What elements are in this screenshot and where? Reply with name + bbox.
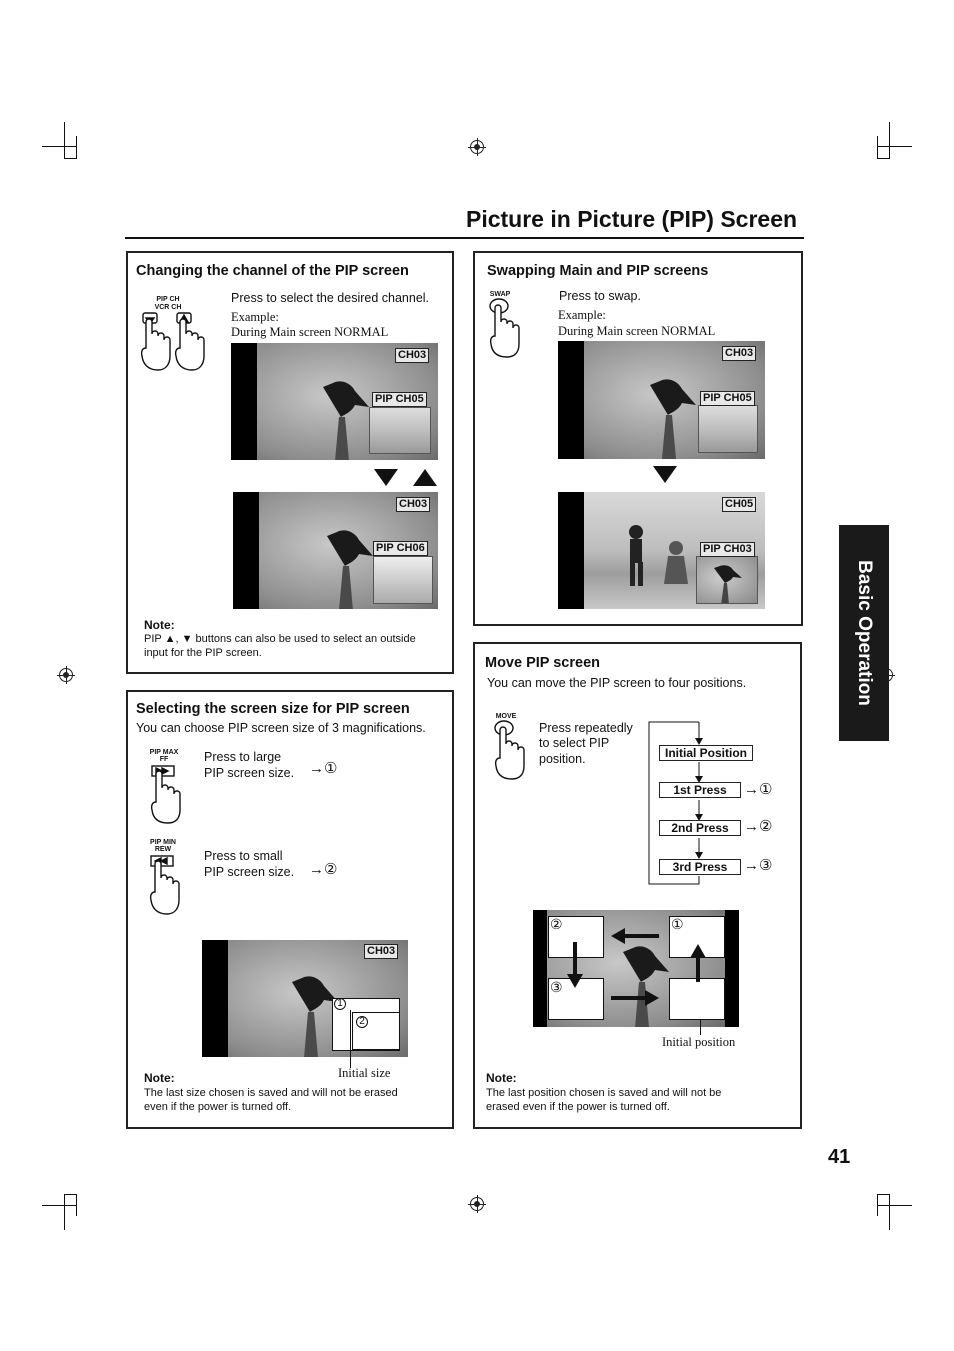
pip-ch-button-label: PIP CH (156, 296, 180, 303)
crop-mark (877, 136, 878, 158)
side-tab (839, 525, 889, 741)
move-instruction-2: to select PIP (539, 736, 610, 750)
hand-press-pip-max-icon (146, 764, 186, 824)
pos-3-label: ③ (550, 979, 563, 995)
main-channel-tag: CH03 (396, 497, 430, 512)
initial-size-leader (350, 1010, 351, 1068)
pip-max-button-label: PIP MAX (149, 749, 179, 756)
crop-mark (877, 1194, 890, 1195)
move-marker-1: →① (744, 781, 773, 798)
initial-position-caption: Initial position (662, 1035, 736, 1049)
move-intro: You can move the PIP screen to four positions. (487, 676, 747, 690)
swapping-instruction: Press to swap. (559, 289, 641, 303)
pip-window (369, 407, 431, 454)
move-pip-panel (473, 642, 802, 1129)
small-text-2: PIP screen size. (204, 865, 295, 879)
pip-window (373, 556, 433, 604)
bird-image (321, 377, 371, 460)
swapping-heading: Swapping Main and PIP screens (487, 263, 709, 279)
tv-screen-after (233, 492, 438, 609)
title-rule (125, 237, 804, 239)
move-note-heading: Note: (486, 1071, 517, 1085)
large-text-2: PIP screen size. (204, 766, 295, 780)
crop-mark (42, 1205, 77, 1206)
rew-button-label: REW (154, 846, 172, 853)
small-marker: →② (309, 861, 338, 878)
move-arrows (533, 910, 739, 1027)
main-channel-tag: CH03 (395, 348, 429, 363)
move-heading: Move PIP screen (485, 655, 600, 671)
size-heading: Selecting the screen size for PIP screen (136, 701, 410, 717)
swapping-example-label: Example: (558, 308, 606, 322)
crop-mark (877, 1205, 912, 1206)
crop-mark (64, 1194, 77, 1195)
ff-button-label: FF (159, 756, 169, 763)
crop-mark (877, 146, 912, 147)
tv-screen-size (202, 940, 408, 1057)
crop-mark (877, 158, 890, 159)
crop-mark (889, 122, 890, 158)
crop-mark (889, 1194, 890, 1230)
changing-example-label: Example: (231, 310, 279, 324)
tv-screen-after-swap (558, 492, 765, 609)
move-note-text-1: The last position chosen is saved and will not be (486, 1087, 722, 1099)
crop-mark (877, 1194, 878, 1216)
large-marker: →① (309, 760, 338, 777)
pip-channel-tag: PIP CH06 (373, 541, 428, 556)
vcr-ch-button-label: VCR CH (154, 304, 182, 311)
changing-note-text-1: PIP ▲, ▼ buttons can also be used to select an outside (144, 633, 416, 645)
pos-2-label: ② (550, 916, 563, 932)
pip-channel-tag: PIP CH03 (700, 542, 755, 557)
hand-press-swap-icon (485, 298, 525, 358)
size-note-heading: Note: (144, 1071, 175, 1085)
hand-press-move-icon (490, 720, 530, 780)
down-arrow-icon (653, 466, 677, 483)
bird-image (648, 375, 698, 459)
registration-mark-icon (470, 1197, 484, 1211)
pip-window (698, 405, 758, 453)
crop-mark (64, 122, 65, 158)
size-intro: You can choose PIP screen size of 3 magnifications. (136, 721, 426, 735)
pip-size-1-label: 1 (334, 998, 346, 1010)
main-channel-tag: CH03 (722, 346, 756, 361)
bird-image (713, 563, 743, 604)
initial-position-box: Initial Position (659, 745, 753, 761)
crop-mark (64, 1194, 65, 1230)
swapping-example-text: During Main screen NORMAL (558, 324, 716, 338)
changing-heading: Changing the channel of the PIP screen (136, 263, 409, 279)
move-instruction-3: position. (539, 752, 586, 766)
side-tab-label: Basic Operation (854, 560, 875, 706)
move-note-text-2: erased even if the power is turned off. (486, 1101, 670, 1113)
page-number: 41 (828, 1146, 851, 1168)
page-title: Picture in Picture (PIP) Screen (466, 206, 798, 232)
crop-mark (64, 158, 77, 159)
changing-note-text-2: input for the PIP screen. (144, 647, 262, 659)
pos-1-label: ① (671, 916, 684, 932)
crop-mark (42, 146, 77, 147)
changing-note-heading: Note: (144, 618, 175, 632)
pip-size-2-label: 2 (356, 1016, 368, 1028)
registration-mark-icon (59, 668, 73, 682)
pip-channel-tag: PIP CH05 (372, 392, 427, 407)
pip-min-button-label: PIP MIN (150, 839, 176, 846)
initial-position-leader (700, 1020, 701, 1035)
move-marker-2: →② (744, 818, 773, 835)
first-press-box: 1st Press (659, 782, 741, 798)
registration-mark-icon (470, 140, 484, 154)
crop-mark (76, 1194, 77, 1216)
pip-channel-tag: PIP CH05 (700, 391, 755, 406)
tv-screen-move (533, 910, 739, 1027)
changing-instruction: Press to select the desired channel. (231, 291, 430, 305)
move-button-label: MOVE (495, 713, 517, 720)
down-arrow-icon (374, 469, 398, 486)
bird-image (325, 526, 375, 609)
changing-example-text: During Main screen NORMAL (231, 325, 389, 339)
tv-screen-before-swap (558, 341, 765, 459)
third-press-box: 3rd Press (659, 859, 741, 875)
small-text-1: Press to small (204, 849, 283, 863)
hand-press-pip-min-icon (145, 854, 185, 916)
move-instruction-1: Press repeatedly (539, 721, 633, 735)
swap-button-label: SWAP (489, 291, 511, 298)
main-channel-tag: CH03 (364, 944, 398, 959)
up-arrow-icon (413, 469, 437, 486)
hand-press-pip-ch-icon (138, 310, 212, 372)
large-text-1: Press to large (204, 750, 282, 764)
move-marker-3: →③ (744, 857, 773, 874)
second-press-box: 2nd Press (659, 820, 741, 836)
size-note-text-1: The last size chosen is saved and will not be erased (144, 1087, 398, 1099)
main-channel-tag: CH05 (722, 497, 756, 512)
crop-mark (76, 136, 77, 158)
pip-window (696, 556, 758, 604)
children-image (618, 522, 698, 602)
initial-size-caption: Initial size (338, 1066, 391, 1080)
size-note-text-2: even if the power is turned off. (144, 1101, 292, 1113)
tv-screen-before (231, 343, 438, 460)
